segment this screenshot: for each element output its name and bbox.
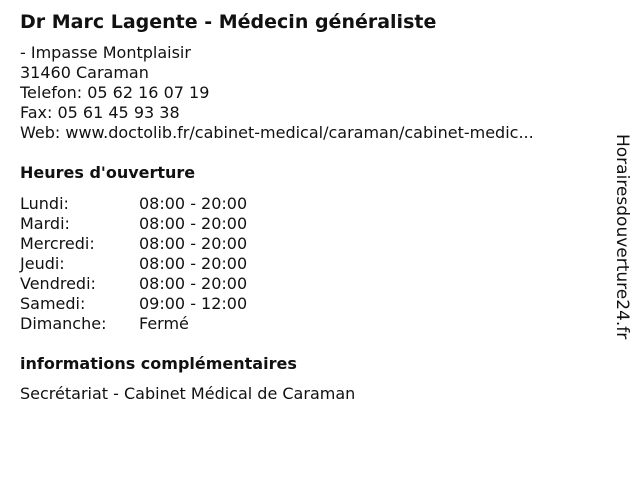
day-label: Dimanche: (20, 314, 107, 333)
hours-row-thursday (20, 254, 247, 274)
info-heading: informations complémentaires (20, 354, 297, 373)
address-street: - Impasse Montplaisir (20, 43, 191, 62)
day-hours: 09:00 - 12:00 (139, 294, 248, 313)
day-label: Vendredi: (20, 274, 96, 293)
day-hours: 08:00 - 20:00 (139, 254, 248, 273)
hours-row-saturday (20, 294, 247, 314)
day-label: Lundi: (20, 194, 69, 213)
address-block (20, 43, 534, 143)
day-label: Mardi: (20, 214, 70, 233)
hours-row-monday (20, 194, 247, 214)
day-label: Samedi: (20, 294, 86, 313)
address-city: 31460 Caraman (20, 63, 149, 82)
day-label: Mercredi: (20, 234, 95, 253)
watermark-text: Horairesdouverture24.fr (612, 134, 632, 340)
day-hours: 08:00 - 20:00 (139, 234, 248, 253)
day-hours: 08:00 - 20:00 (139, 214, 248, 233)
info-text: Secrétariat - Cabinet Médical de Caraman (20, 384, 356, 403)
site-watermark (612, 134, 632, 374)
hours-row-friday (20, 274, 247, 294)
phone-number: Telefon: 05 62 16 07 19 (20, 83, 210, 102)
day-hours: 08:00 - 20:00 (139, 194, 248, 213)
hours-table (20, 194, 247, 334)
page-title: Dr Marc Lagente - Médecin généraliste (20, 11, 437, 33)
fax-number: Fax: 05 61 45 93 38 (20, 103, 180, 122)
website-link[interactable]: Web: www.doctolib.fr/cabinet-medical/caraman/cabinet-medic... (20, 123, 534, 142)
hours-row-tuesday (20, 214, 247, 234)
day-hours: Fermé (139, 314, 189, 333)
day-hours: 08:00 - 20:00 (139, 274, 248, 293)
day-label: Jeudi: (20, 254, 65, 273)
hours-row-sunday (20, 314, 247, 334)
hours-row-wednesday (20, 234, 247, 254)
hours-heading: Heures d'ouverture (20, 163, 196, 182)
